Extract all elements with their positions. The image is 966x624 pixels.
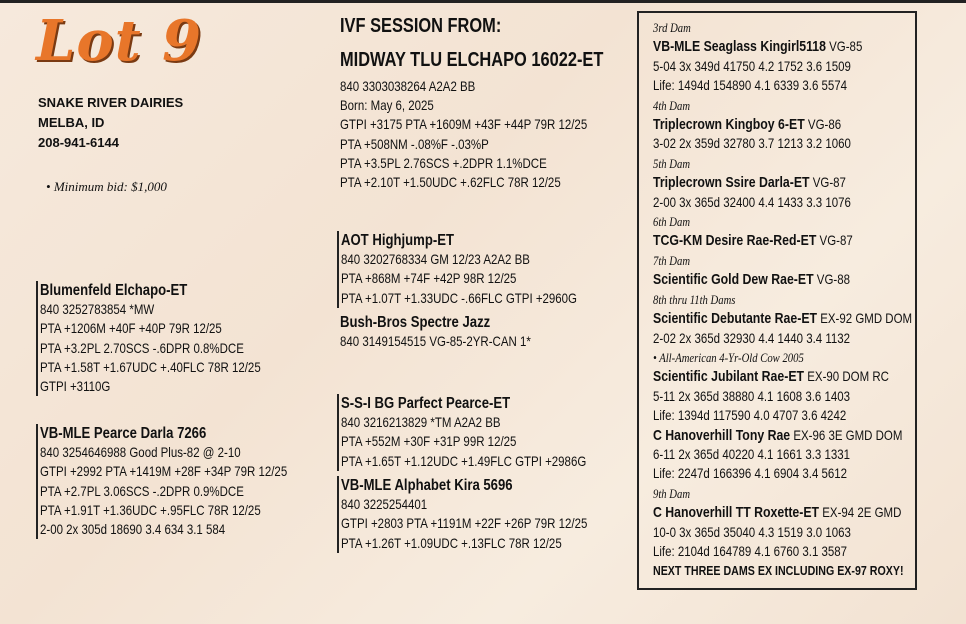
dam-name: Scientific Debutante Rae-ET bbox=[653, 310, 818, 328]
animal-detail-text: 840 3216213829 *TM A2A2 BB bbox=[341, 414, 501, 431]
dam-label-text: 8th thru 11th Dams bbox=[653, 291, 736, 307]
ivf-line bbox=[340, 77, 641, 96]
dam-record bbox=[653, 542, 915, 561]
animal-detail bbox=[40, 462, 341, 481]
dam-label-text: 4th Dam bbox=[653, 97, 691, 113]
minimum-bid-text: Minimum bid: $1,000 bbox=[53, 179, 167, 194]
animal-detail-text: PTA +1206M +40F +40P 79R 12/25 bbox=[40, 320, 222, 337]
dam-classification: EX-96 3E GMD DOM bbox=[790, 426, 903, 443]
dam-record-text: Life: 1494d 154890 4.1 6339 3.6 5574 bbox=[653, 77, 848, 94]
ivf-line-text: PTA +3.5PL 2.76SCS +.2DPR 1.1%DCE bbox=[340, 154, 547, 171]
dam-name-row-text bbox=[653, 37, 862, 56]
dams-footer bbox=[653, 561, 915, 580]
dam-classification: EX-92 GMD DOM bbox=[817, 310, 913, 327]
animal-detail bbox=[40, 443, 341, 462]
ivf-header: IVF SESSION FROM: bbox=[340, 15, 502, 37]
dam-record bbox=[653, 134, 915, 153]
ivf-details bbox=[340, 77, 641, 192]
animal-detail-text: 2-00 2x 305d 18690 3.4 634 3.1 584 bbox=[40, 521, 226, 538]
animal-detail-text: GTPI +3110G bbox=[40, 378, 111, 395]
animal-detail bbox=[40, 358, 309, 377]
ivf-line-text: Born: May 6, 2025 bbox=[340, 97, 434, 114]
dam-label-text: 5th Dam bbox=[653, 155, 691, 171]
dam-classification: VG-88 bbox=[813, 271, 850, 288]
consignor-info bbox=[38, 93, 183, 153]
dam-name-row bbox=[653, 309, 915, 328]
dam-of-sire-block bbox=[340, 313, 573, 351]
dam-note bbox=[653, 348, 915, 367]
dam-classification: VG-86 bbox=[804, 116, 842, 133]
dam-label bbox=[653, 96, 915, 115]
animal-name-text: Bush-Bros Spectre Jazz bbox=[340, 314, 491, 331]
animal-detail-text: PTA +1.91T +1.36UDC +.95FLC 78R 12/25 bbox=[40, 501, 261, 518]
dam-label bbox=[653, 290, 915, 309]
ivf-line bbox=[340, 115, 641, 134]
animal-name bbox=[341, 476, 641, 495]
animal-name bbox=[40, 281, 309, 300]
ivf-line-text: 840 3303038264 A2A2 BB bbox=[340, 78, 476, 94]
animal-detail bbox=[341, 514, 641, 533]
ivf-line-text: PTA +508NM -.08%F -.03%P bbox=[340, 135, 489, 152]
animal-detail bbox=[341, 495, 641, 514]
animal-detail bbox=[341, 413, 640, 432]
animal-detail bbox=[341, 534, 641, 553]
animal-detail-text: 840 3254646988 Good Plus-82 @ 2-10 bbox=[40, 444, 241, 461]
dam-classification: VG-87 bbox=[809, 174, 846, 191]
dam-name-row bbox=[653, 115, 915, 134]
dam-classification: VG-87 bbox=[816, 232, 853, 249]
animal-detail-text: PTA +1.26T +1.09UDC +.13FLC 78R 12/25 bbox=[341, 534, 562, 551]
dam-name: C Hanoverhill TT Roxette-ET bbox=[653, 504, 820, 522]
animal-detail-text: GTPI +2803 PTA +1191M +22F +26P 79R 12/25 bbox=[341, 515, 588, 532]
animal-detail bbox=[341, 432, 640, 451]
ivf-line bbox=[340, 154, 641, 173]
ivf-line-text: PTA +2.10T +1.50UDC +.62FLC 78R 12/25 bbox=[340, 174, 561, 191]
dam-of-dam-block bbox=[337, 476, 641, 553]
dam-classification: VG-85 bbox=[825, 38, 863, 55]
sire-of-sire-block bbox=[337, 231, 629, 308]
dam-name-row bbox=[653, 231, 915, 250]
animal-name bbox=[340, 313, 573, 332]
sire-of-dam-block bbox=[337, 394, 640, 471]
dam-block bbox=[36, 424, 341, 539]
dam-record-text: Life: 2247d 166396 4.1 6904 3.4 5612 bbox=[653, 465, 848, 482]
ivf-line bbox=[340, 135, 641, 154]
dam-name-row bbox=[653, 173, 915, 192]
dam-name: Triplecrown Kingboy 6-ET bbox=[653, 116, 805, 134]
dam-name-row bbox=[653, 270, 915, 289]
animal-detail bbox=[341, 289, 629, 308]
top-rule bbox=[0, 0, 966, 3]
dam-name-row-text bbox=[653, 503, 901, 522]
dam-record-text: 3-02 2x 359d 32780 3.7 1213 3.2 1060 bbox=[653, 135, 851, 152]
dams-footer-text: NEXT THREE DAMS EX INCLUDING EX-97 ROXY! bbox=[653, 563, 904, 579]
dam-name-row bbox=[653, 367, 915, 386]
animal-detail-text: PTA +1.07T +1.33UDC -.66FLC GTPI +2960G bbox=[341, 289, 577, 306]
dam-record-text: 2-02 2x 365d 32930 4.4 1440 3.4 1132 bbox=[653, 329, 851, 346]
animal-name bbox=[341, 394, 640, 413]
animal-detail-text: PTA +552M +30F +31P 99R 12/25 bbox=[341, 433, 517, 450]
dam-classification: EX-94 2E GMD bbox=[819, 504, 902, 521]
dam-label-text: 6th Dam bbox=[653, 214, 691, 230]
dam-name-row bbox=[653, 426, 915, 445]
dam-classification: EX-90 DOM RC bbox=[804, 368, 889, 385]
dam-name-row-text bbox=[653, 173, 846, 192]
animal-detail-text: PTA +1.65T +1.12UDC +1.49FLC GTPI +2986G bbox=[341, 452, 587, 469]
dam-name: TCG-KM Desire Rae-Red-ET bbox=[653, 232, 817, 250]
dam-name: VB-MLE Seaglass Kingirl5118 bbox=[653, 38, 826, 56]
dam-name-row bbox=[653, 503, 915, 522]
dam-record-text: 5-04 3x 349d 41750 4.2 1752 3.6 1509 bbox=[653, 57, 851, 74]
animal-name-text: VB-MLE Alphabet Kira 5696 bbox=[341, 477, 513, 494]
animal-detail-text: 840 3149154515 VG-85-2YR-CAN 1* bbox=[340, 333, 531, 350]
ivf-name: MIDWAY TLU ELCHAPO 16022-ET bbox=[340, 49, 604, 71]
animal-detail bbox=[341, 452, 640, 471]
animal-detail bbox=[40, 520, 341, 539]
animal-detail bbox=[340, 332, 573, 351]
animal-detail bbox=[40, 319, 309, 338]
animal-detail bbox=[341, 250, 629, 269]
dam-name: Scientific Jubilant Rae-ET bbox=[653, 368, 805, 386]
animal-detail-text: PTA +3.2PL 2.70SCS -.6DPR 0.8%DCE bbox=[40, 339, 244, 356]
ivf-line-text: GTPI +3175 PTA +1609M +43F +44P 79R 12/25 bbox=[340, 116, 588, 133]
animal-detail-text: PTA +1.58T +1.67UDC +.40FLC 78R 12/25 bbox=[40, 358, 261, 375]
animal-detail bbox=[40, 501, 341, 520]
dam-record-text: 10-0 3x 365d 35040 4.3 1519 3.0 1063 bbox=[653, 523, 851, 540]
consignor-name: SNAKE RIVER DAIRIES bbox=[38, 95, 184, 110]
dam-record bbox=[653, 76, 915, 95]
dam-name-row-text bbox=[653, 426, 902, 445]
dam-record-text: Life: 1394d 117590 4.0 4707 3.6 4242 bbox=[653, 407, 847, 424]
dam-record bbox=[653, 193, 915, 212]
dam-name-row-text bbox=[653, 270, 850, 289]
dam-record-text: 5-11 2x 365d 38880 4.1 1608 3.6 1403 bbox=[653, 387, 851, 404]
dam-label-text: 7th Dam bbox=[653, 252, 691, 268]
dam-name-row bbox=[653, 37, 915, 56]
animal-detail-text: GTPI +2992 PTA +1419M +28F +34P 79R 12/25 bbox=[40, 463, 288, 480]
dam-label-text: 3rd Dam bbox=[653, 20, 691, 35]
animal-detail bbox=[341, 269, 629, 288]
consignor-phone: 208-941-6144 bbox=[38, 135, 119, 150]
dam-name-row-text bbox=[653, 309, 912, 328]
dam-label bbox=[653, 18, 915, 37]
animal-name-text: S-S-I BG Parfect Pearce-ET bbox=[341, 395, 511, 412]
animal-name-text: AOT Highjump-ET bbox=[341, 232, 454, 249]
dam-name-row-text bbox=[653, 115, 841, 134]
dam-record-text: 2-00 3x 365d 32400 4.4 1433 3.3 1076 bbox=[653, 193, 851, 210]
animal-detail bbox=[40, 300, 309, 319]
dam-record bbox=[653, 406, 915, 425]
animal-name bbox=[341, 231, 629, 250]
animal-name bbox=[40, 424, 341, 443]
sire-block bbox=[36, 281, 309, 396]
dam-record bbox=[653, 57, 915, 76]
dam-label bbox=[653, 251, 915, 270]
animal-name-text: VB-MLE Pearce Darla 7266 bbox=[40, 425, 207, 442]
animal-detail-text: 840 3252783854 *MW bbox=[40, 301, 155, 318]
animal-detail-text: 840 3225254401 bbox=[341, 496, 428, 513]
dam-name: Scientific Gold Dew Rae-ET bbox=[653, 271, 814, 289]
lot-title: Lot 9 bbox=[36, 8, 203, 74]
dam-note-text: • All-American 4-Yr-Old Cow 2005 bbox=[653, 349, 804, 365]
animal-detail bbox=[40, 339, 309, 358]
dam-record bbox=[653, 523, 915, 542]
animal-detail-text: PTA +868M +74F +42P 98R 12/25 bbox=[341, 270, 517, 287]
dam-record bbox=[653, 387, 915, 406]
dam-record-text: 6-11 2x 365d 40220 4.1 1661 3.3 1331 bbox=[653, 445, 851, 462]
animal-detail-text: PTA +2.7PL 3.06SCS -.2DPR 0.9%DCE bbox=[40, 482, 244, 499]
dam-name: Triplecrown Ssire Darla-ET bbox=[653, 174, 810, 192]
dam-record bbox=[653, 445, 915, 464]
maternal-dams-box bbox=[637, 11, 917, 590]
ivf-line bbox=[340, 96, 641, 115]
ivf-line bbox=[340, 173, 641, 192]
animal-detail bbox=[40, 482, 341, 501]
dam-record bbox=[653, 329, 915, 348]
dam-record bbox=[653, 464, 915, 483]
dam-label bbox=[653, 154, 915, 173]
minimum-bid: • Minimum bid: $1,000 bbox=[46, 179, 167, 194]
dam-label-text: 9th Dam bbox=[653, 485, 691, 501]
animal-detail bbox=[40, 377, 309, 396]
dam-label bbox=[653, 212, 915, 231]
dam-label bbox=[653, 484, 915, 503]
animal-name-text: Blumenfeld Elchapo-ET bbox=[40, 282, 188, 299]
dam-name: C Hanoverhill Tony Rae bbox=[653, 426, 791, 444]
consignor-city: MELBA, ID bbox=[38, 115, 105, 130]
dam-name-row-text bbox=[653, 367, 889, 386]
dam-name-row-text bbox=[653, 231, 853, 250]
animal-detail-text: 840 3202768334 GM 12/23 A2A2 BB bbox=[341, 251, 530, 268]
dam-record-text: Life: 2104d 164789 4.1 6760 3.1 3587 bbox=[653, 542, 848, 559]
